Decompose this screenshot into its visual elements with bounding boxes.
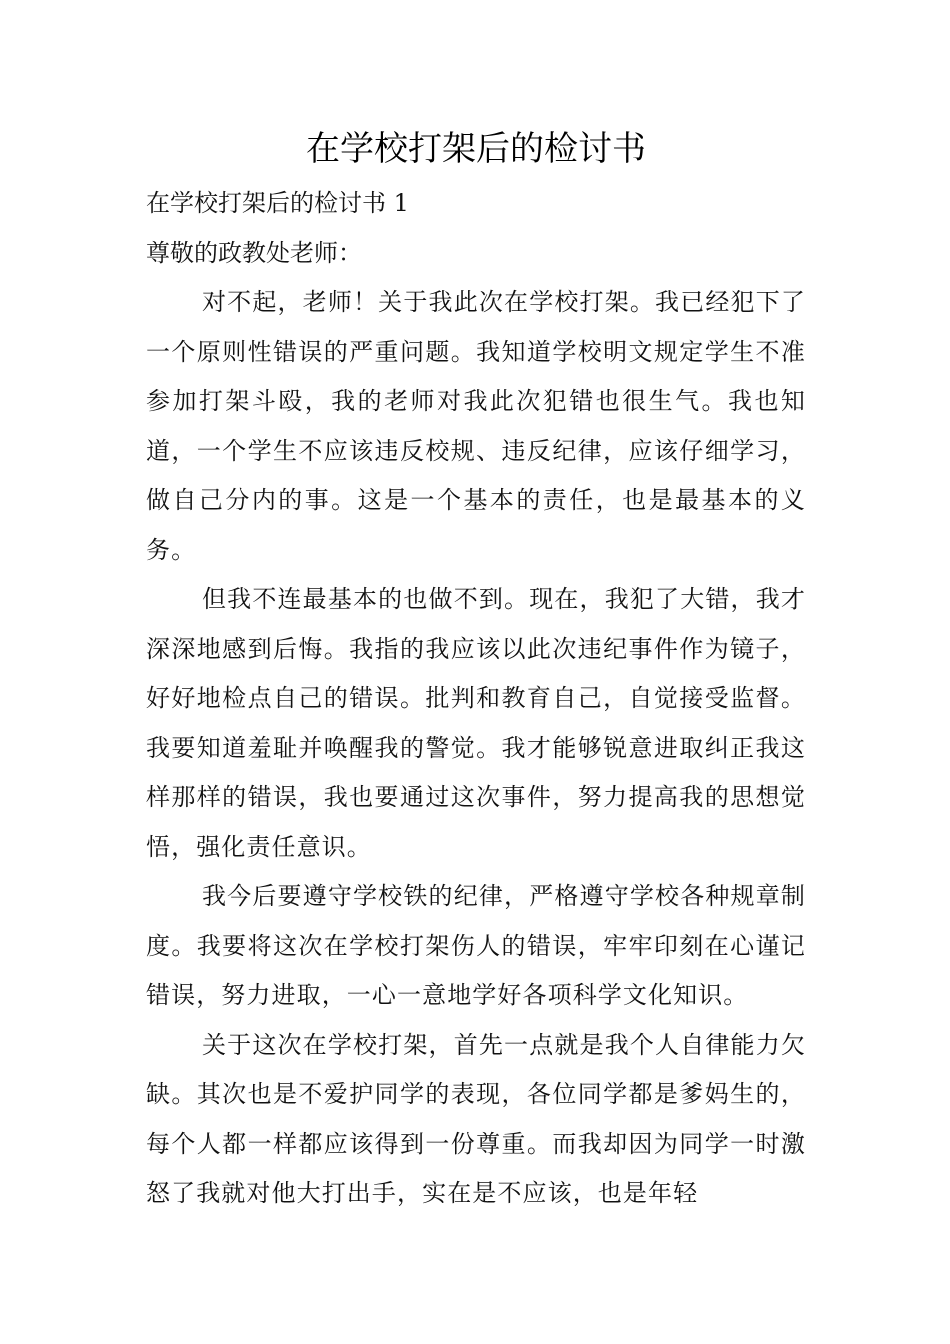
body-paragraph: 但我不连最基本的也做不到。现在，我犯了大错，我才深深地感到后悔。我指的我应该以此次违纪事件作为镜子，好好地检点自己的错误。批判和教育自己，自觉接受监督。我要知道羞耻并唤醒我的警觉。我才能够锐意进取纠正我这样那样的错误，我也要通过这次事件，努力提高我的思想觉悟，强化责任意识。 [146, 585, 806, 861]
body-paragraph: 关于这次在学校打架，首先一点就是我个人自律能力欠缺。其次也是不爱护同学的表现，各位同学都是爹妈生的，每个人都一样都应该得到一份尊重。而我却因为同学一时激怒了我就对他大打出手，实在是不应该，也是年轻 [146, 1030, 806, 1207]
document-body [146, 278, 806, 1219]
document-title: 在学校打架后的检讨书 [306, 129, 646, 169]
document-page [146, 120, 806, 1219]
body-paragraph: 我今后要遵守学校铁的纪律，严格遵守学校各种规章制度。我要将这次在学校打架伤人的错误，牢牢印刻在心谨记错误，努力进取，一心一意地学好各项科学文化知识。 [146, 882, 806, 1009]
salutation: 尊敬的政教处老师： [146, 239, 362, 267]
document-subtitle: 在学校打架后的检讨书 1 [146, 189, 409, 217]
body-paragraph: 对不起，老师！关于我此次在学校打架。我已经犯下了一个原则性错误的严重问题。我知道学校明文规定学生不准参加打架斗殴，我的老师对我此次犯错也很生气。我也知道，一个学生不应该违反校规、违反纪律，应该仔细学习，做自己分内的事。这是一个基本的责任，也是最基本的义务。 [146, 288, 806, 564]
